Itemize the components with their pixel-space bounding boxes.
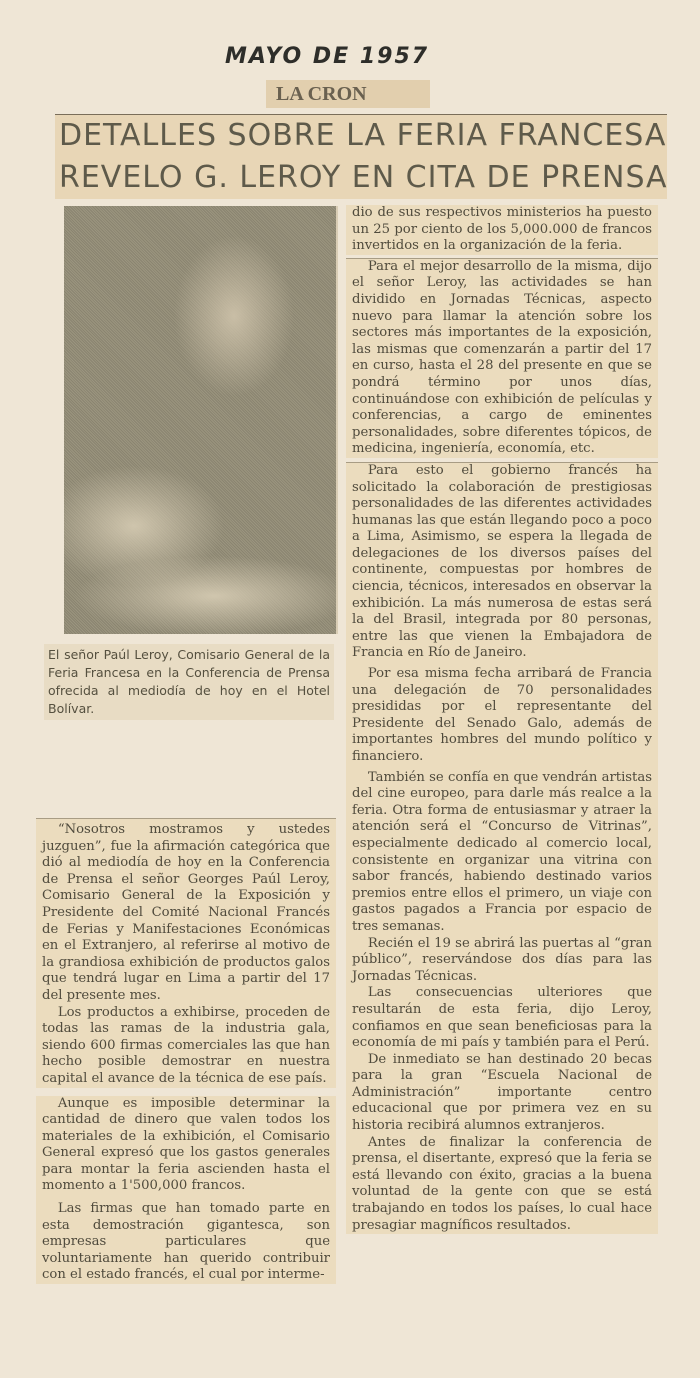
paragraph: Las firmas que han tomado parte en esta demostración gigantesca, son empresas particulares que voluntariamente han querido contribuir con el estado francés, el cual por interme-: [42, 1201, 330, 1283]
newspaper-masthead: LA CRON: [266, 80, 430, 108]
paragraph: Recién el 19 se abrirá las puertas al “gran público”, reservándose dos días para las Jornadas Técnicas.: [352, 935, 652, 984]
paragraph: dio de sus respectivos ministerios ha puesto un 25 por ciento de los 5,000.000 de francos invertidos en la organización de la feria.: [352, 205, 652, 254]
article-block-delegations: [346, 462, 658, 1234]
left-column: [36, 818, 336, 1284]
headline-line-1: DETALLES SOBRE LA FERIA FRANCESA: [59, 118, 667, 153]
paragraph: Para esto el gobierno francés ha solicitado la colaboración de prestigiosas personalidades de las diferentes actividades humanas las que están llegando poco a poco a Lima, Asimismo, se espera la llegada de delegaciones de los diversos países del continente, compuestas por hombres de ciencia, técnicos, interesados en observar la exhibición. La más numerosa de estas será la del Brasil, integrada por 80 personas, entre las que vienen la Embajadora de Francia en Río de Janeiro.: [352, 462, 652, 661]
headline-line-2: REVELO G. LEROY EN CITA DE PRENSA: [59, 160, 668, 195]
paragraph: “Nosotros mostramos y ustedes juzguen”, fue la afirmación categórica que dió al mediodía de hoy en la Conferencia de Prensa el señor Georges Paúl Leroy, Comisario General de la Exposición y Presidente del Comité Nacional Francés de Ferias y Manifestaciones Económicas en el Extranjero, al referirse al motivo de la grandiosa exhibición de productos galos que tendrá lugar en Lima a partir del 17 del presente mes.: [42, 822, 330, 1003]
paragraph: Los productos a exhibirse, proceden de todas las ramas de la industria gala, siendo 600 firmas comerciales las que han hecho posible demostrar en nuestra capital el avance de la técnica de ese país.: [42, 1004, 330, 1086]
article-block-intro: [36, 818, 336, 1088]
right-column: [346, 205, 658, 1234]
photo-caption: El señor Paúl Leroy, Comisario General de la Feria Francesa en la Conferencia de Prensa ofrecida al mediodía de hoy en el Hotel Bolívar.: [44, 644, 334, 720]
paragraph: Antes de finalizar la conferencia de prensa, el disertante, expresó que la feria se está llevando con éxito, gracias a la buena voluntad de la gente con que se está trabajando en todos los países, lo cual hace presagiar magníficos resultados.: [352, 1134, 652, 1233]
article-block-costs: [36, 1096, 336, 1285]
paragraph: Las consecuencias ulteriores que resultarán de esta feria, dijo Leroy, confiamos en que sean beneficiosas para la economía de mi país y también para el Perú.: [352, 985, 652, 1051]
paragraph: Para el mejor desarrollo de la misma, dijo el señor Leroy, las actividades se han dividido en Jornadas Técnicas, aspecto nuevo para llamar la atención sobre los sectores más importantes de la exposición, las mismas que comenzarán a partir del 17 en curso, hasta el 28 del presente en que se pondrá término por unos días, continuándose con exhibición de películas y conferencias, a cargo de eminentes personalidades, sobre diferentes tópicos, de medicina, ingeniería, economía, etc.: [352, 258, 652, 457]
handwritten-date: MAYO DE 1957: [225, 44, 430, 69]
paragraph: Por esa misma fecha arribará de Francia una delegación de 70 personalidades presididas por el representante del Presidente del Senado Galo, además de importantes hombres del mundo político y financiero.: [352, 666, 652, 764]
portrait-photo: [64, 206, 338, 634]
paragraph: Aunque es imposible determinar la cantidad de dinero que valen todos los materiales de la exhibición, el Comisario General expresó que los gastos generales para montar la feria ascienden hasta el momento a 1'500,000 francos.: [42, 1095, 330, 1194]
article-block-continuation: [346, 205, 658, 255]
paragraph: De inmediato se han destinado 20 becas para la gran “Escuela Nacional de Administración” importante centro educacional que por primera vez en su historia recibirá alumnos extranjeros.: [352, 1051, 652, 1134]
article-block-jornadas: [346, 258, 658, 458]
headline: [55, 114, 667, 199]
paragraph: También se confía en que vendrán artistas del cine europeo, para darle más realce a la feria. Otra forma de entusiasmar y atraer la atención será el “Concurso de Vitrinas”, especialmente dedicado al comercio local, consistente en organizar una vitrina con sabor francés, habiendo destinado varios premios entre ellos el primero, un viaje con gastos pagados a Francia por espacio de tres semanas.: [352, 769, 652, 934]
